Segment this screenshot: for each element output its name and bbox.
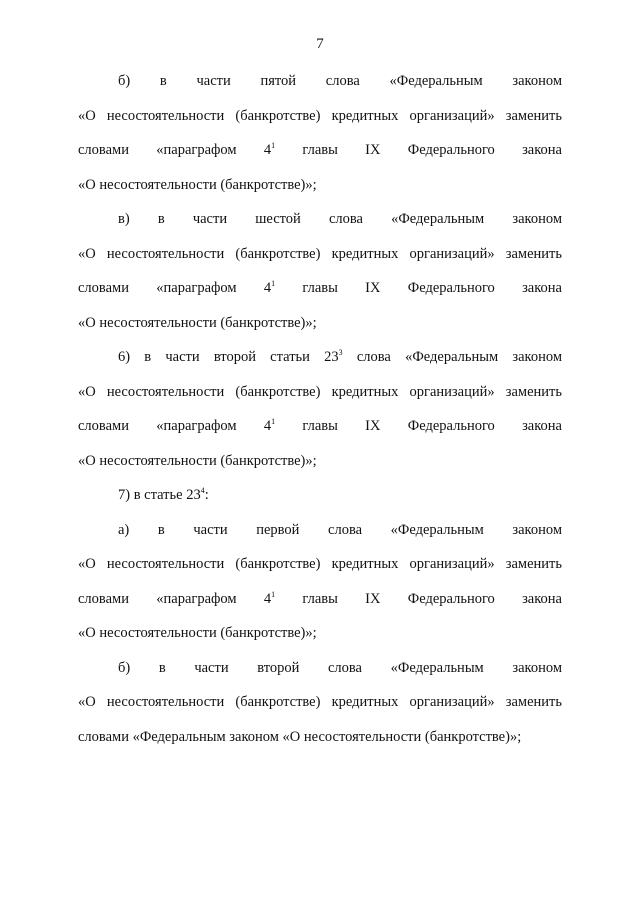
text-fragment: главы IX Федерального закона [275, 590, 562, 607]
text-line: «О несостоятельности (банкротстве) кредитных организаций» заменить [78, 694, 562, 710]
text-line: словами «Федеральным законом «О несостоятельности (банкротстве)»; [78, 728, 522, 745]
text-line: «О несостоятельности (банкротстве) кредитных организаций» заменить [78, 245, 562, 262]
text-fragment: : [204, 487, 209, 503]
text-line: «О несостоятельности (банкротстве)»; [78, 625, 317, 641]
superscript: 1 [271, 279, 276, 288]
superscript: 1 [271, 417, 276, 426]
text-line: «О несостоятельности (банкротстве)»; [78, 452, 317, 469]
text-line: «О несостоятельности (банкротстве) кредитных организаций» заменить [78, 383, 562, 400]
text-fragment: словами «параграфом 4 [78, 590, 272, 607]
text-fragment: словами «параграфом 4 [78, 280, 272, 296]
text-fragment: главы IX Федерального закона [275, 280, 562, 296]
text-line [78, 415, 562, 450]
text-fragment: слова «Федеральным законом [342, 349, 563, 365]
text-line: «О несостоятельности (банкротстве)»; [78, 314, 317, 331]
text-line [78, 277, 562, 312]
text-fragment: 7) в статье 23 [118, 487, 201, 503]
text-line [78, 346, 562, 381]
text-fragment: словами «параграфом 4 [78, 142, 272, 158]
superscript: 1 [271, 589, 276, 599]
text-fragment: главы IX Федерального закона [275, 418, 562, 434]
page-number: 7 [316, 36, 324, 52]
text-line: а) в части первой слова «Федеральным законом [118, 521, 562, 538]
text-fragment: 6) в части второй статьи 23 [118, 349, 339, 365]
document-body [78, 70, 562, 760]
text-line [78, 484, 562, 519]
text-line [78, 588, 562, 623]
text-line: «О несостоятельности (банкротстве) кредитных организаций» заменить [78, 107, 562, 124]
superscript: 4 [200, 486, 205, 495]
text-fragment: словами «параграфом 4 [78, 418, 272, 434]
text-line: в) в части шестой слова «Федеральным законом [118, 211, 562, 227]
text-line: б) в части второй слова «Федеральным законом [118, 659, 562, 676]
text-line: б) в части пятой слова «Федеральным законом [118, 73, 562, 89]
text-line: «О несостоятельности (банкротстве)»; [78, 176, 317, 193]
text-fragment: главы IX Федерального закона [275, 142, 562, 158]
text-line [78, 139, 562, 174]
superscript: 1 [271, 141, 276, 150]
text-line: «О несостоятельности (банкротстве) кредитных организаций» заменить [78, 556, 562, 572]
superscript: 3 [338, 348, 343, 357]
